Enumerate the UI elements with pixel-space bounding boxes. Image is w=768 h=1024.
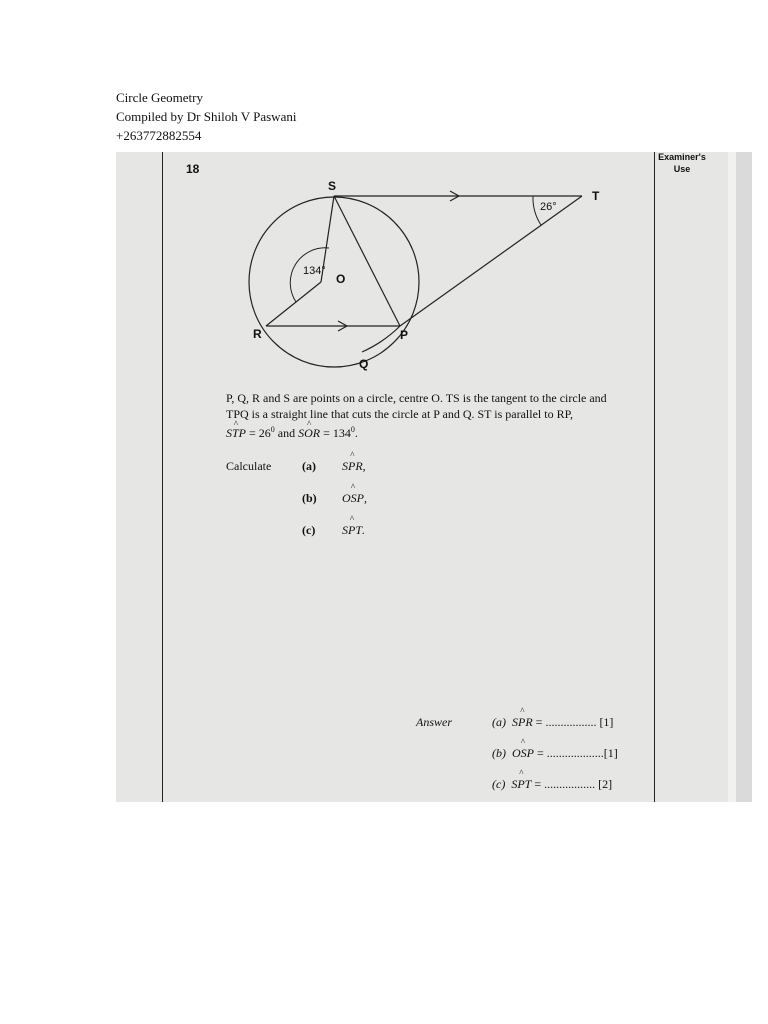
calculate-label: Calculate xyxy=(226,459,272,473)
label-t: T xyxy=(592,189,600,203)
part-b-suffix: , xyxy=(364,491,367,505)
problem-line-2: TPQ is a straight line that cuts the circle at P and Q. ST is parallel to RP, xyxy=(226,407,573,421)
deg-sup-1: 0 xyxy=(270,425,275,434)
part-c-suffix: . xyxy=(362,523,366,537)
answer-a-angle: SPR ^ xyxy=(512,715,533,730)
angle-label-t: 26° xyxy=(540,201,557,213)
problem-statement xyxy=(226,390,646,441)
answer-c-angle: SPT ^ xyxy=(511,777,531,792)
angle-sor-eq: = 134 xyxy=(320,426,351,440)
exam-page-number: 18 xyxy=(186,162,200,176)
answer-c-blank: = ................. [2] xyxy=(531,777,613,791)
part-b-expr xyxy=(342,491,367,506)
scan-edge-shadow xyxy=(736,152,752,802)
part-a-angle: SPR ^ xyxy=(342,459,363,474)
label-o: O xyxy=(336,272,346,286)
answer-b-label: (b) xyxy=(492,746,506,760)
angle-stp: STP ^ xyxy=(226,425,246,441)
answer-b-angle: OSP ^ xyxy=(512,746,534,761)
period: . xyxy=(354,426,358,440)
angle-sor: SOR ^ xyxy=(298,425,320,441)
radius-or xyxy=(266,282,321,326)
label-p: P xyxy=(400,328,409,342)
scanned-exam-page xyxy=(116,152,728,802)
label-r: R xyxy=(253,327,262,341)
part-c-label: (c) xyxy=(302,523,316,537)
doc-title: Circle Geometry xyxy=(116,90,203,105)
angle-stp-eq: = 26 xyxy=(246,426,271,440)
answer-c-label: (c) xyxy=(492,777,506,791)
answer-a-label: (a) xyxy=(492,715,506,729)
examiners-label-line2: Use xyxy=(673,164,691,174)
part-a-label: (a) xyxy=(302,459,316,473)
answer-b-blank: = ...................[1] xyxy=(534,746,618,760)
label-q: Q xyxy=(359,357,369,371)
part-a-suffix: , xyxy=(362,459,366,473)
problem-line-1: P, Q, R and S are points on a circle, centre O. TS is the tangent to the circle and xyxy=(226,391,607,405)
document-header xyxy=(116,88,296,145)
circle-diagram xyxy=(116,152,728,392)
line-tp xyxy=(400,196,582,326)
chord-sp xyxy=(334,196,400,326)
label-s: S xyxy=(328,179,337,193)
answer-label: Answer xyxy=(416,715,452,729)
scan-edge-light xyxy=(728,152,736,802)
deg-sup-2: 0 xyxy=(350,425,355,434)
answer-row-c xyxy=(492,777,612,792)
answer-row-b xyxy=(492,746,618,761)
examiners-label-line1: Examiner's xyxy=(658,152,706,162)
part-b-angle: OSP ^ xyxy=(342,491,364,506)
circle xyxy=(249,197,419,367)
part-c-expr xyxy=(342,523,365,538)
part-b-label: (b) xyxy=(302,491,317,505)
part-c-angle: SPT ^ xyxy=(342,523,362,538)
answer-row-a xyxy=(492,715,613,730)
part-a-expr xyxy=(342,459,366,474)
problem-line-3 xyxy=(226,422,646,441)
doc-author: Compiled by Dr Shiloh V Paswani xyxy=(116,109,297,124)
answer-a-blank: = ................. [1] xyxy=(532,715,614,729)
and-word: and xyxy=(274,426,299,440)
doc-phone: +263772882554 xyxy=(116,128,202,143)
arc-pq xyxy=(362,326,400,352)
angle-label-o: 134° xyxy=(303,265,326,277)
